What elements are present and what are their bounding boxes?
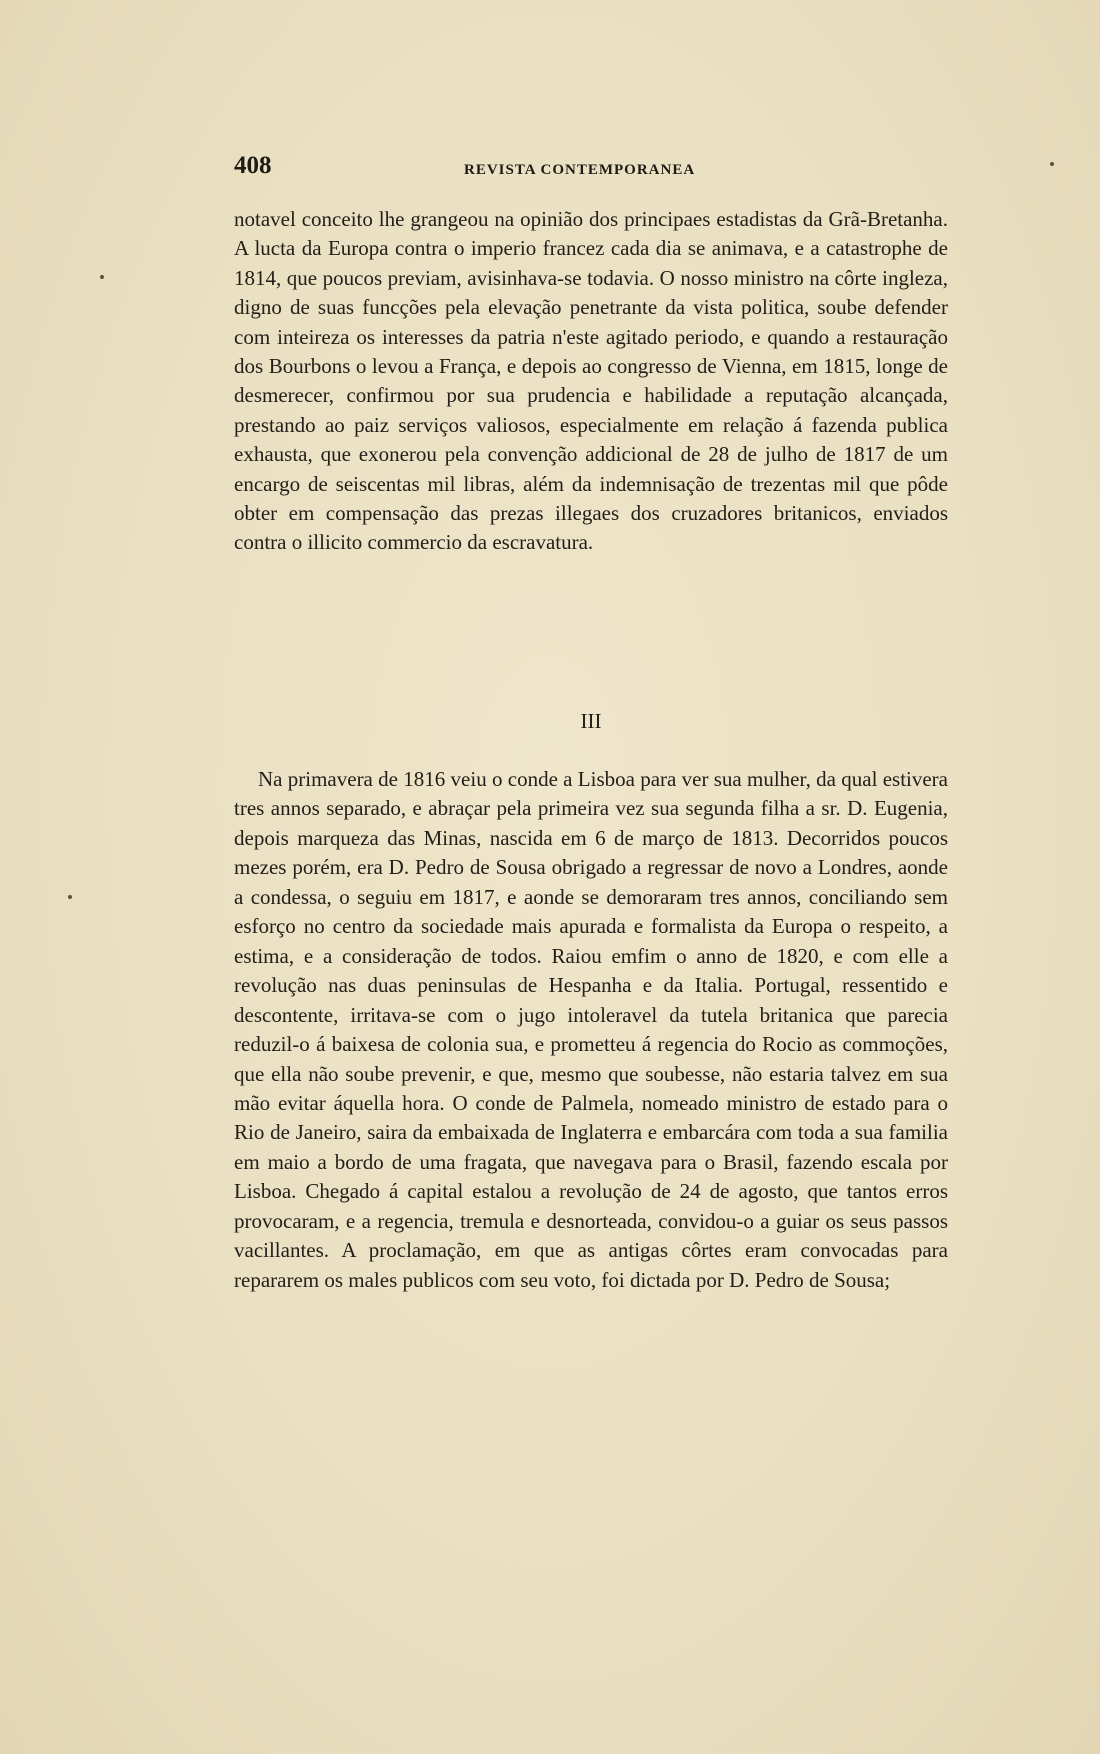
print-speck xyxy=(68,895,72,899)
paragraph-continued: notavel conceito lhe grangeou na opinião dos principaes estadistas da Grã-Bretanha. A lucta da Europa contra o imperio francez cada dia se animava, e a catastrophe de 1814, que poucos previam, avisinhava-se todavia. O nosso ministro na côrte ingleza, digno de suas funcções pela elevação penetrante da vista politica, soube defender com inteireza os interesses da patria n'este agitado periodo, e quando a restauração dos Bourbons o levou a França, e depois ao congresso de Vienna, em 1815, longe de desmerecer, confirmou por sua prudencia e habilidade a reputação alcançada, prestando ao paiz serviços valiosos, especialmente em relação á fazenda publica exhausta, que exonerou pela convenção addicional de 28 de julho de 1817 de um encargo de seiscentas mil libras, além da indemnisação de trezentas mil que pôde obter em compensação das prezas illegaes dos cruzadores britanicos, enviados contra o illicito commercio da escravatura. xyxy=(234,207,948,555)
section-number: III xyxy=(580,709,602,733)
print-speck xyxy=(1050,162,1054,166)
page-header xyxy=(234,152,944,182)
section-body xyxy=(234,765,948,1295)
page-number: 408 xyxy=(234,152,272,179)
paragraph: Na primavera de 1816 veiu o conde a Lisboa para ver sua mulher, da qual estivera tres annos separado, e abraçar pela primeira vez sua segunda filha a sr. D. Eugenia, depois marqueza das Minas, nascida em 6 de março de 1813. Decorridos poucos mezes porém, era D. Pedro de Sousa obrigado a regressar de novo a Londres, aonde a condessa, o seguiu em 1817, e aonde se demoraram tres annos, conciliando sem esforço no centro da sociedade mais apurada e formalista da Europa o respeito, a estima, e a consideração de todos. Raiou emfim o anno de 1820, e com elle a revolução nas duas peninsulas de Hespanha e da Italia. Portugal, ressentido e descontente, irritava-se com o jugo intoleravel da tutela britanica que parecia reduzil-o á baixesa de colonia sua, e prometteu á regencia do Rocio as commoções, que ella não soube prevenir, e que, mesmo que soubesse, não estaria talvez em sua mão evitar áquella hora. O conde de Palmela, nomeado ministro de estado para o Rio de Janeiro, saira da embaixada de Inglaterra e embarcára com toda a sua familia em maio a bordo de uma fragata, que navegava para o Brasil, fazendo escala por Lisboa. Chegado á capital estalou a revolução de 24 de agosto, que tantos erros provocaram, e a regencia, tremula e desnorteada, convidou-o a guiar os seus passos vacillantes. A proclamação, em que as antigas côrtes eram convocadas para repararem os males publicos com seu voto, foi dictada por D. Pedro de Sousa; xyxy=(234,767,948,1292)
body-text xyxy=(234,205,948,558)
print-speck xyxy=(100,275,104,279)
running-head: REVISTA CONTEMPORANEA xyxy=(464,162,696,178)
